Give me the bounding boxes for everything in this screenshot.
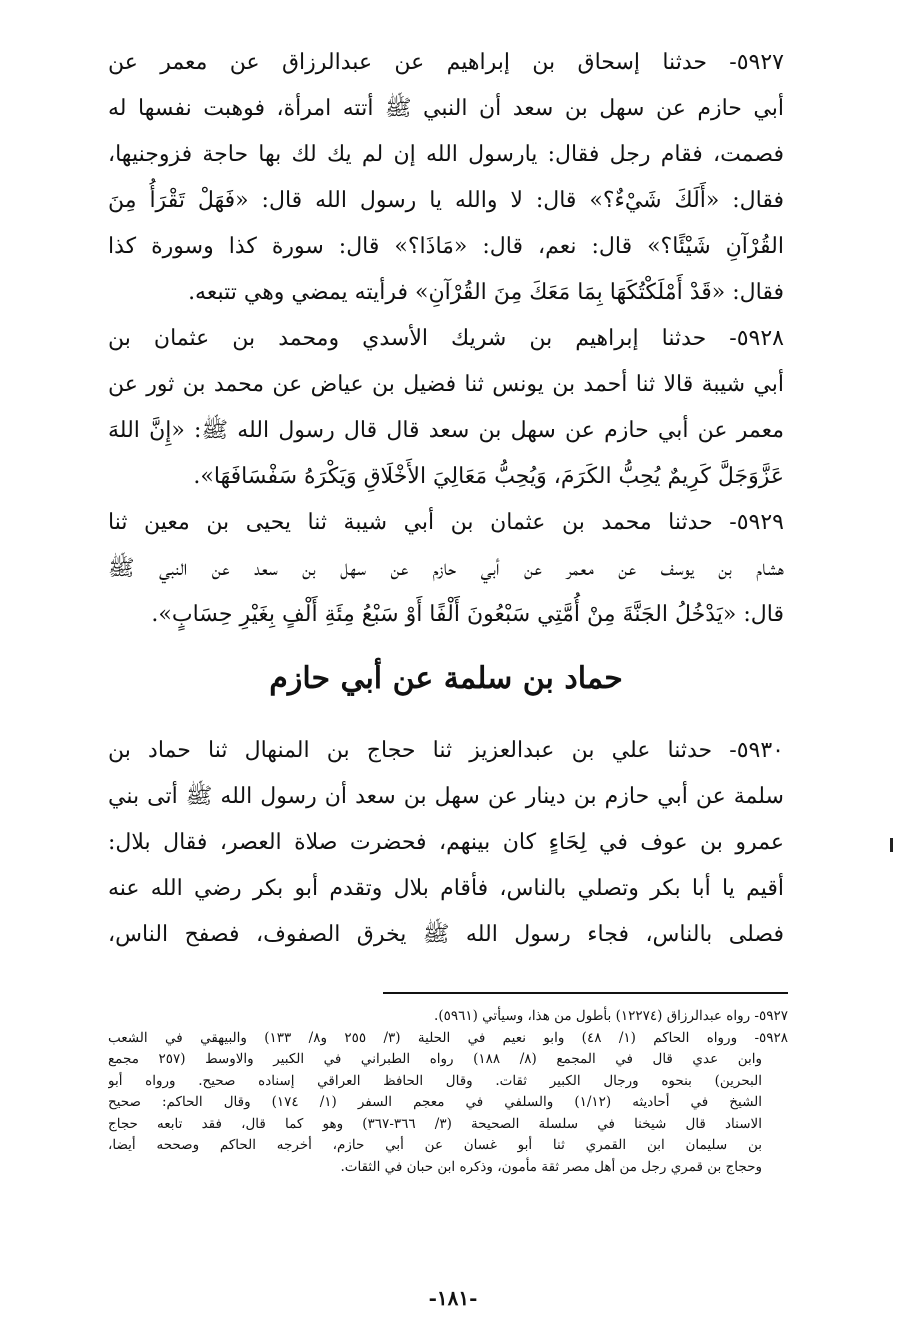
text-line: عَزَّوَجَلَّ كَرِيمٌ يُحِبُّ الكَرَمَ، وَيُحِبُّ مَعَالِيَ الأَخْلَاقِ وَيَكْرَهُ سَفْسَافَهَا». [193, 464, 784, 489]
footnote-line: بن سليمان ابن القمري ثنا أبو غسان عن أبي حازم، أخرجه الحاكم وصححه أيضا، [108, 1137, 762, 1153]
footnote-line: وابن عدي قال في المجمع (٨/ ١٨٨) رواه الطبراني في الكبير والاوسط (٢٥٧ مجمع [108, 1051, 762, 1067]
footnote-line: وحجاج بن قمري رجل من أهل مصر ثقة مأمون، وذكره ابن حبان في الثقات. [340, 1158, 762, 1175]
footnote-line: البحرين) بنحوه ورجال الكبير ثقات. وقال الحافظ العراقي إسناده صحيح. ورواه أبو [108, 1072, 762, 1089]
text-line: أبي شيبة قالا ثنا أحمد بن يونس ثنا فضيل بن عياض عن محمد بن ثور عن [108, 372, 784, 397]
text-line: عمرو بن عوف في لِحَاءٍ كان بينهم، فحضرت صلاة العصر، فقال بلال: [108, 830, 784, 855]
text-line: ٥٩٢٧- حدثنا إسحاق بن إبراهيم عن عبدالرزاق عن معمر عن [108, 50, 784, 75]
text-line: ٥٩٢٩- حدثنا محمد بن عثمان بن أبي شيبة ثنا يحيى بن معين ثنا [108, 510, 784, 535]
text-line: فصلى بالناس، فجاء رسول الله ﷺ يخرق الصفوف، فصفح الناس، [108, 922, 784, 947]
footnote-line: ٥٩٢٧- رواه عبدالرزاق (١٢٢٧٤) بأطول من هذا، وسيأتي (٥٩٦١). [434, 1008, 788, 1024]
text-line: معمر عن أبي حازم عن سهل بن سعد قال قال رسول الله ﷺ: «إِنَّ اللهَ [108, 418, 784, 443]
text-line: أقيم يا أبا بكر وتصلي بالناس، فأقام بلال وتقدم أبو بكر رضي الله عنه [108, 876, 784, 901]
section-heading: حماد بن سلمة عن أبي حازم [269, 661, 623, 696]
footnotes [108, 1006, 788, 1178]
footnote-line: ٥٩٢٨- ورواه الحاكم (١/ ٤٨) وابو نعيم في الحلية (٣/ ٢٥٥ و٨/ ١٣٣) والبيهقي في الشعب [108, 1029, 788, 1046]
text-line: فقال: «أَلَكَ شَيْءٌ؟» قال: لا والله يا رسول الله قال: «فَهَلْ تَقْرَأُ مِنَ [108, 188, 784, 213]
footnote-separator [383, 992, 788, 994]
text-line: القُرْآنِ شَيْئًا؟» قال: نعم، قال: «مَاذَا؟» قال: سورة كذا وسورة كذا [108, 234, 784, 259]
text-line: هشام بن يوسف عن معمر عن أبي حازم عن سهل بن سعد عن النبي ﷺ [108, 556, 784, 581]
text-line: قال: «يَدْخُلُ الجَنَّةَ مِنْ أُمَّتِي سَبْعُونَ أَلْفًا أَوْ سَبْعُ مِئَةِ أَلْفٍ بِغَيْرِ حِسَابٍ». [151, 602, 784, 627]
text-line: سلمة عن أبي حازم بن دينار عن سهل بن سعد أن رسول الله ﷺ أتى بني [108, 784, 784, 809]
text-line: ٥٩٣٠- حدثنا علي بن عبدالعزيز ثنا حجاج بن المنهال ثنا حماد بن [108, 738, 784, 763]
scan-mark [890, 838, 893, 852]
text-line: ٥٩٢٨- حدثنا إبراهيم بن شريك الأسدي ومحمد بن عثمان بن [108, 326, 784, 351]
text-line: فقال: «قَدْ أَمْلَكْتُكَهَا بِمَا مَعَكَ مِنَ القُرْآنِ» فرأيته يمضي وهي تتبعه. [188, 280, 784, 305]
page-number: -١٨١- [428, 1286, 478, 1310]
main-text [108, 40, 784, 958]
footnote-line: الاسناد قال شيخنا في سلسلة الصحيحة (٣/ ٣٦٦-٣٦٧) وهو كما قال، فقد تابعه حجاج [108, 1115, 763, 1132]
text-line: فصمت، فقام رجل فقال: يارسول الله إن لم يك لك بها حاجة فزوجنيها، [108, 142, 784, 167]
footnote-line: الشيخ في أحاديثه (١/١٢) والسلفي في معجم السفر (١/ ١٧٤) وقال الحاكم: صحيح [108, 1094, 762, 1110]
text-line: أبي حازم عن سهل بن سعد أن النبي ﷺ أتته امرأة، فوهبت نفسها له [108, 96, 784, 121]
